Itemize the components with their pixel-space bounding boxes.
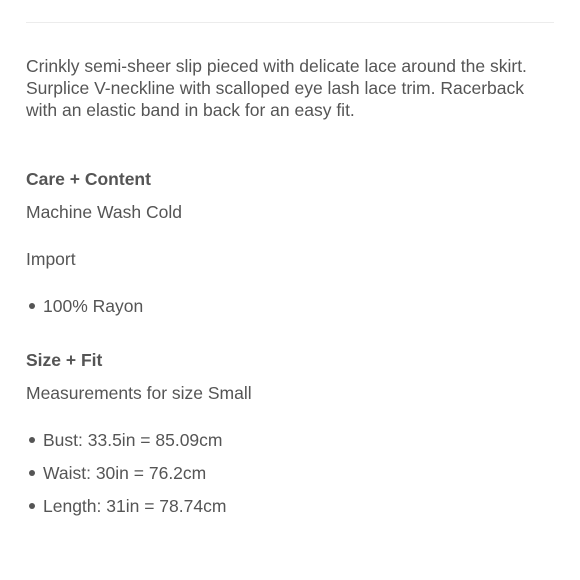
list-item bbox=[26, 429, 554, 451]
measurements-list bbox=[26, 429, 554, 517]
top-divider bbox=[26, 22, 554, 23]
materials-list bbox=[26, 295, 554, 317]
bullet-icon bbox=[29, 303, 35, 309]
spacer bbox=[26, 121, 554, 168]
spacer bbox=[26, 371, 554, 382]
list-item bbox=[26, 462, 554, 484]
bullet-icon bbox=[29, 470, 35, 476]
bullet-icon bbox=[29, 503, 35, 509]
care-content-heading: Care + Content bbox=[26, 169, 151, 189]
measurement-text: Waist: 30in = 76.2cm bbox=[43, 463, 207, 483]
list-item bbox=[26, 495, 554, 517]
spacer bbox=[26, 328, 554, 349]
spacer bbox=[26, 223, 554, 248]
list-item bbox=[26, 295, 554, 317]
measurement-text: Length: 31in = 78.74cm bbox=[43, 496, 227, 516]
product-description: Crinkly semi-sheer slip pieced with delicate lace around the skirt. Surplice V-neckline with scalloped eye lash lace trim. Racerback with an elastic band in back for an easy fit. bbox=[26, 56, 527, 120]
spacer bbox=[26, 190, 554, 201]
material-text: 100% Rayon bbox=[43, 296, 144, 316]
spacer bbox=[26, 270, 554, 295]
measurement-text: Bust: 33.5in = 85.09cm bbox=[43, 430, 223, 450]
size-fit-heading: Size + Fit bbox=[26, 350, 103, 370]
product-details bbox=[26, 55, 554, 528]
spacer bbox=[26, 404, 554, 429]
bullet-icon bbox=[29, 437, 35, 443]
care-origin: Import bbox=[26, 249, 76, 269]
care-wash-instructions: Machine Wash Cold bbox=[26, 202, 182, 222]
size-note: Measurements for size Small bbox=[26, 383, 252, 403]
